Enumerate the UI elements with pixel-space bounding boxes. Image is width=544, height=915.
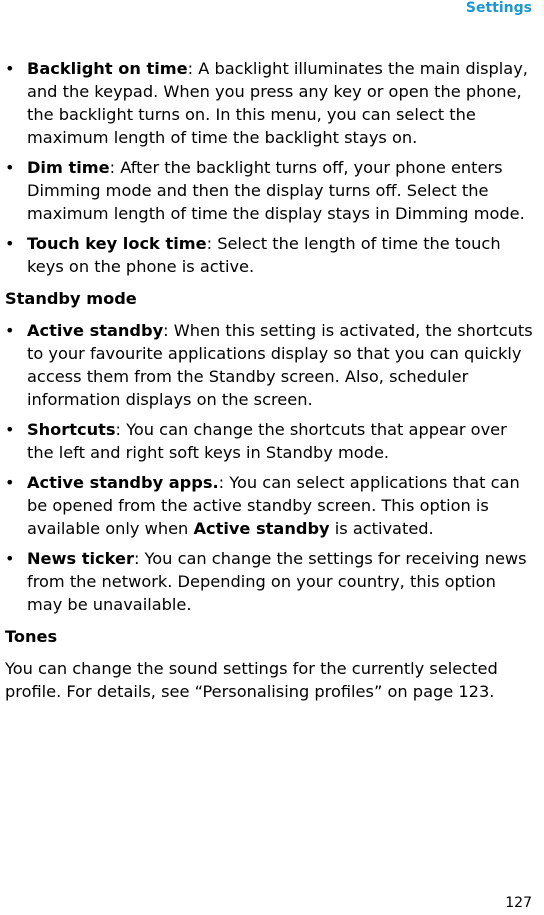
bullet-active-standby [5,319,535,411]
bullet-term: Backlight on time [27,59,188,78]
bullet-active-standby-apps [5,471,535,540]
bullet-text: : You can change the shortcuts that appear over the left and right soft keys in Standby mode. [27,420,507,462]
bullet-term: Dim time [27,158,110,177]
bullet-dot: • [5,549,15,568]
bullet-text: : You can change the settings for receiving news from the network. Depending on your country, this option may be unavailable. [27,549,527,614]
bullet-term: Shortcuts [27,420,116,439]
bullet-text: : You can select applications that can be opened from the active standby screen. This option is available only when [27,473,520,538]
bullet-dot: • [5,473,15,492]
bullet-term: Active standby apps. [27,473,219,492]
bullet-dot: • [5,420,15,439]
bullet-dot: • [5,321,15,340]
bullet-text: : A backlight illuminates the main display, and the keypad. When you press any key or open the phone, the backlight turns on. In this menu, you can select the maximum length of time the backlight stays on. [27,59,528,147]
bullet-dim-time [5,156,535,225]
bullet-dot: • [5,59,15,78]
bullet-inline-bold: Active standby [193,519,330,538]
page-content [5,57,535,703]
bullet-text-after: is activated. [329,519,434,538]
page-header-title: Settings [465,0,532,16]
bullet-touch-key-lock-time [5,232,535,278]
bullet-news-ticker [5,547,535,616]
bullet-term: Touch key lock time [27,234,207,253]
tones-paragraph: You can change the sound settings for the currently selected profile. For details, see “Personalising profiles” on page 123. [5,659,498,701]
bullet-text: : After the backlight turns off, your phone enters Dimming mode and then the display turns off. Select the maximum length of time the display stays in Dimming mode. [27,158,525,223]
bullet-dot: • [5,234,15,253]
bullet-term: Active standby [27,321,164,340]
bullet-backlight-on-time [5,57,535,149]
page-number: 127 [505,895,532,911]
bullet-dot: • [5,158,15,177]
bullet-shortcuts [5,418,535,464]
bullet-text: : Select the length of time the touch keys on the phone is active. [27,234,501,276]
bullet-term: News ticker [27,549,134,568]
bullet-text: : When this setting is activated, the shortcuts to your favourite applications display so that you can quickly access them from the Standby screen. Also, scheduler information displays on the screen. [27,321,533,409]
section-heading-tones: Tones [5,627,58,646]
section-heading-standby-mode: Standby mode [5,289,137,308]
